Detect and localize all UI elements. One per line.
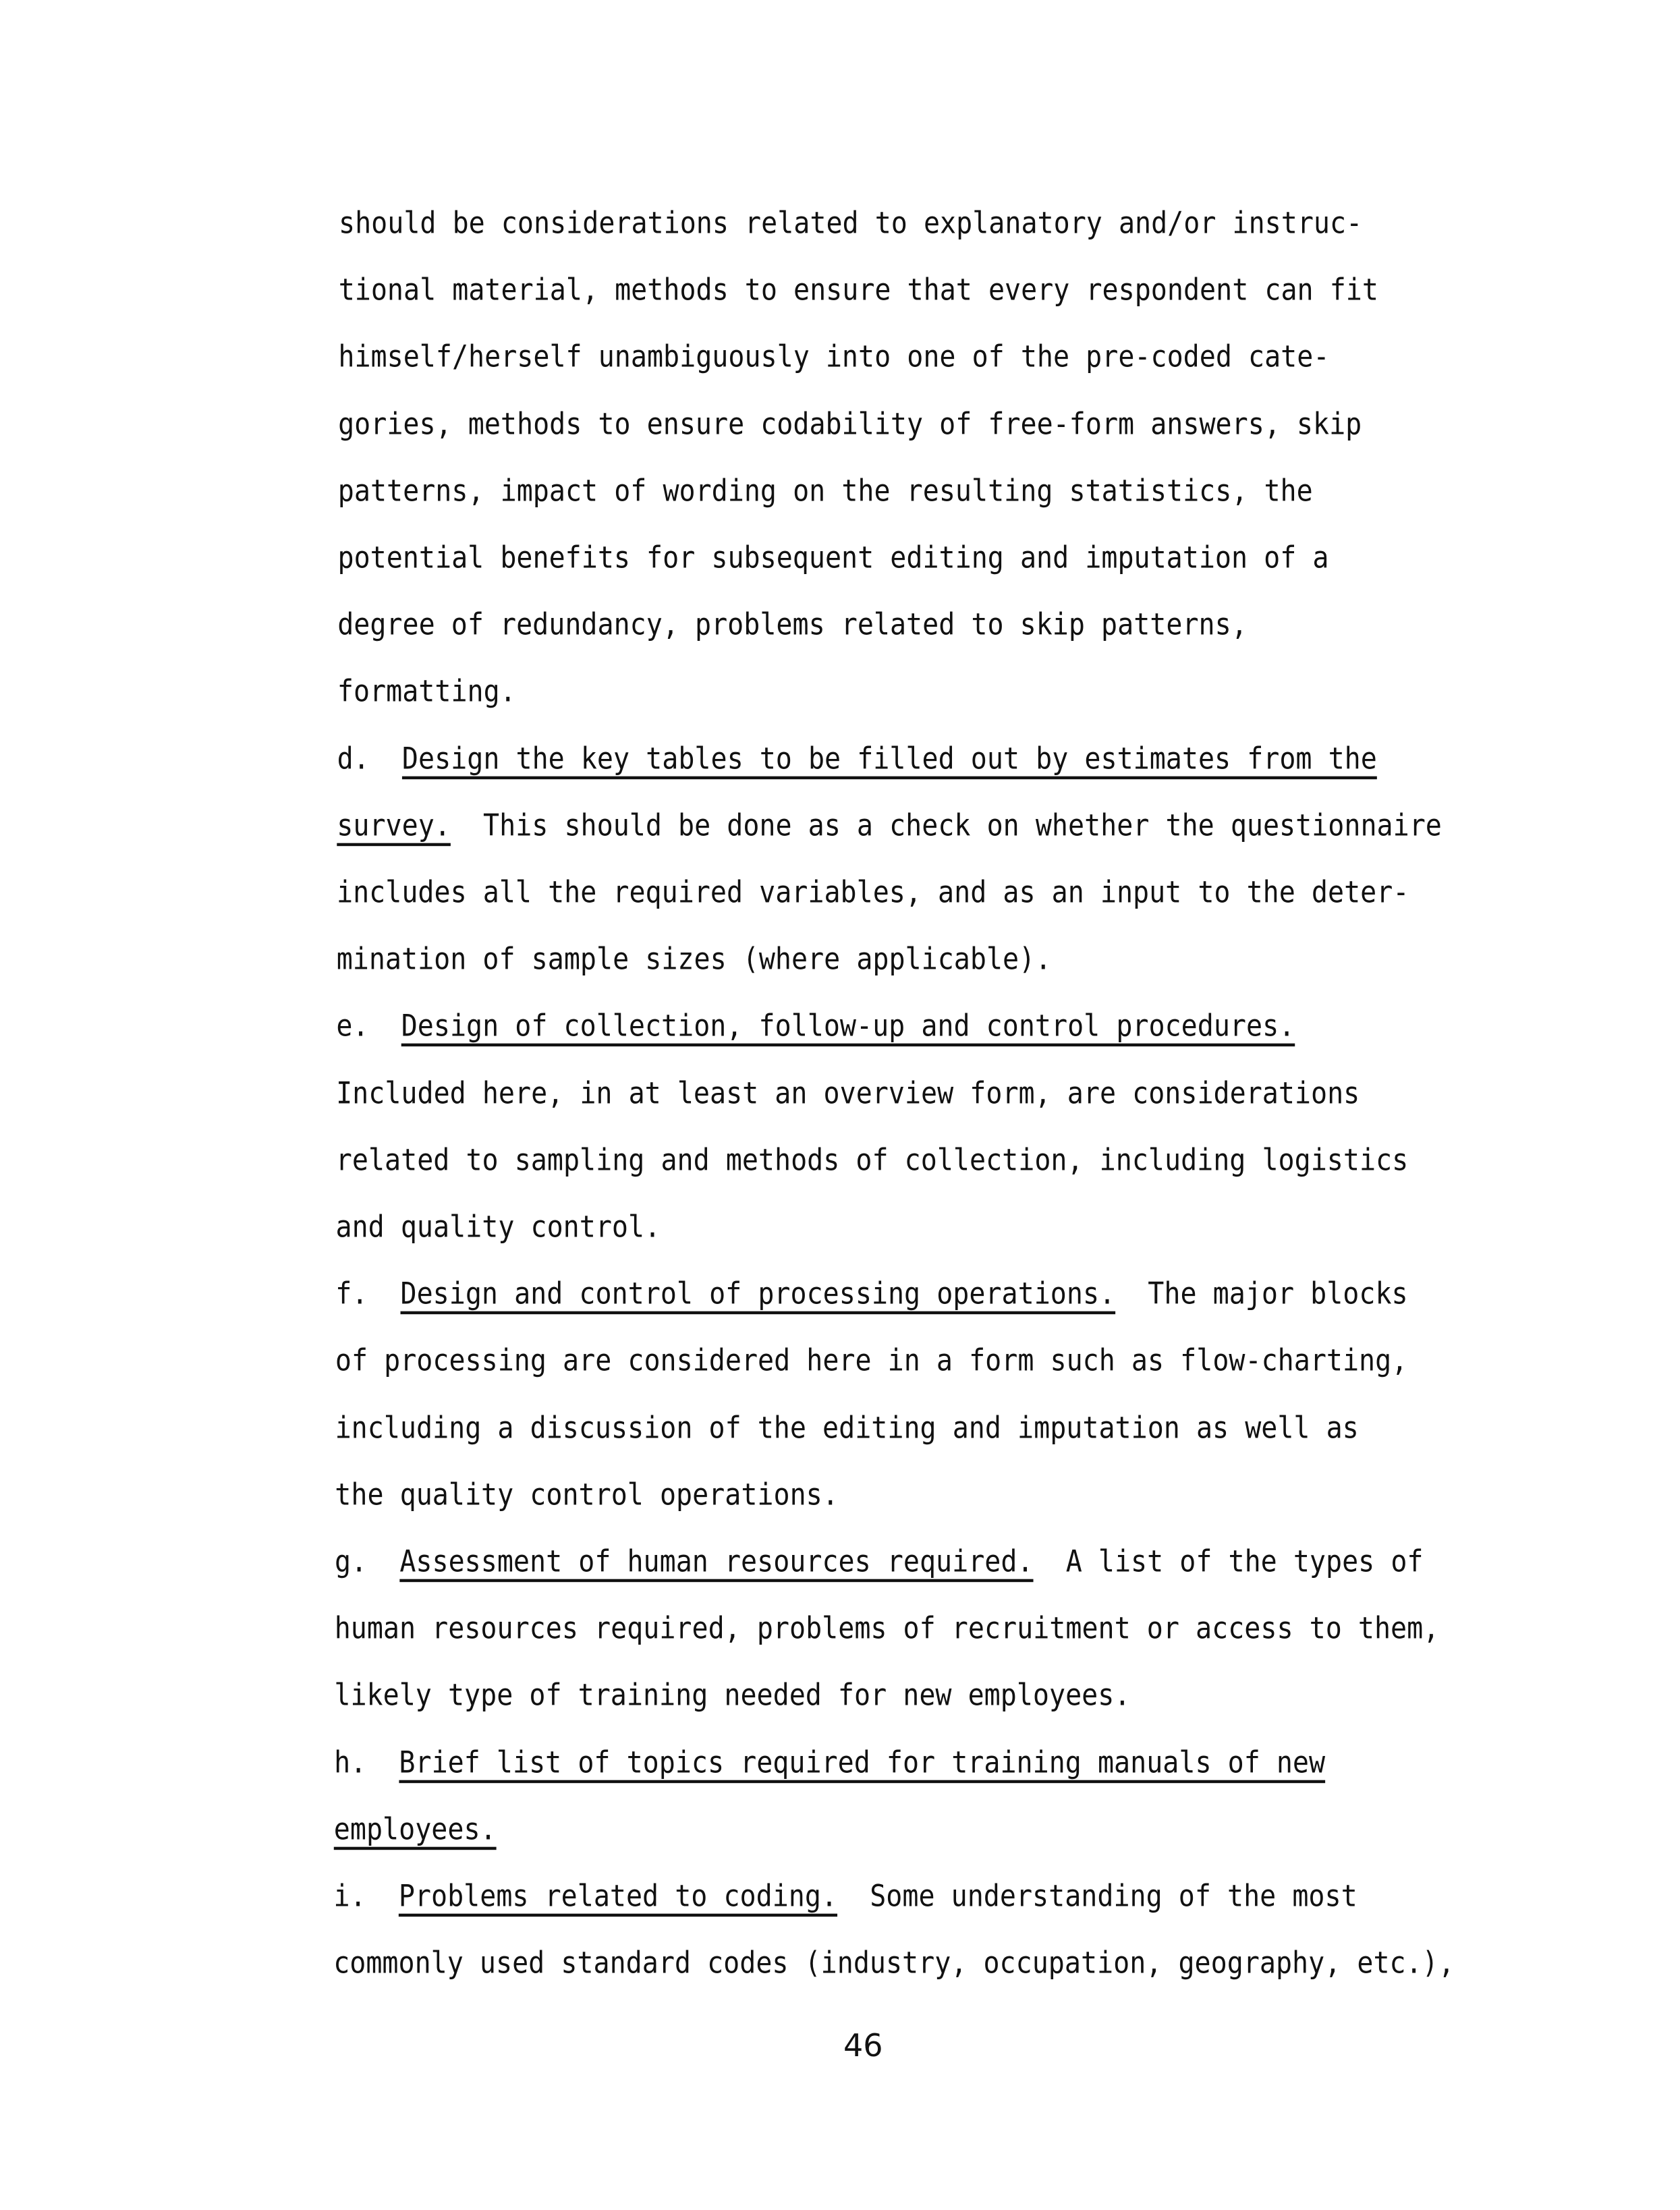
text-segment: and quality control. [335, 1210, 661, 1245]
text-line [335, 1257, 1407, 1332]
text-line [334, 1658, 1130, 1733]
text-segment: includes all the required variables, and as an input to the deter- [337, 875, 1409, 910]
text-segment: likely type of training needed for new employees. [334, 1678, 1131, 1713]
text-line [337, 789, 1442, 863]
text-line [338, 387, 1362, 462]
text-segment: Some understanding of the most [837, 1879, 1357, 1914]
text-segment: degree of redundancy, problems related to skip patterns, [337, 607, 1248, 642]
text-segment: should be considerations related to explanatory and/or instruc- [339, 206, 1363, 241]
text-line [339, 253, 1378, 328]
text-segment: h. [334, 1745, 399, 1780]
text-line [335, 1458, 839, 1533]
text-line [336, 1123, 1408, 1198]
text-line [335, 1591, 1440, 1666]
text-line [335, 1391, 1359, 1466]
text-line [335, 1525, 1424, 1599]
text-line [336, 1056, 1360, 1131]
text-segment: e. [336, 1009, 401, 1044]
text-segment: himself/herself unambiguously into one of the pre-coded cate- [338, 339, 1330, 375]
text-segment: i. [333, 1879, 399, 1914]
text-segment: This should be done as a check on whether the questionnaire [450, 808, 1442, 843]
text-segment: the quality control operations. [335, 1477, 839, 1512]
text-line [336, 989, 1295, 1064]
text-segment: tional material, methods to ensure that every respondent can fit [338, 273, 1378, 308]
text-line [337, 654, 516, 729]
text-segment: potential benefits for subsequent editing and imputation of a [337, 540, 1329, 575]
underlined-heading: Assessment of human resources required. [399, 1544, 1034, 1579]
text-segment: of processing are considered here in a form such as flow-charting, [335, 1343, 1408, 1379]
text-segment: commonly used standard codes (industry, occupation, geography, etc.), [333, 1946, 1455, 1981]
text-segment: g. [335, 1544, 400, 1579]
underlined-heading: Problems related to coding. [398, 1879, 838, 1914]
text-segment: The major blocks [1115, 1276, 1408, 1311]
text-segment: A list of the types of [1033, 1544, 1424, 1579]
page-number: 46 [843, 2027, 883, 2064]
underlined-heading: Brief list of topics required for training manuals of new [399, 1745, 1326, 1780]
text-segment: related to sampling and methods of collection, including logistics [335, 1142, 1409, 1178]
text-line [339, 186, 1362, 261]
text-line [335, 1324, 1407, 1398]
text-line [334, 1792, 497, 1867]
text-line [337, 855, 1409, 930]
text-line [338, 454, 1313, 529]
text-segment: f. [335, 1276, 401, 1311]
text-line [333, 1926, 1455, 2001]
text-line [334, 1726, 1325, 1801]
text-line [334, 1859, 1357, 1934]
underlined-heading: survey. [337, 808, 451, 843]
text-line [338, 320, 1329, 395]
text-segment: patterns, impact of wording on the resulting statistics, the [337, 473, 1313, 509]
underlined-heading: Design the key tables to be filled out by estimates from the [401, 741, 1377, 776]
text-segment: Included here, in at least an overview form, are considerations [336, 1075, 1360, 1111]
text-line [336, 1190, 661, 1265]
text-segment: mination of sample sizes (where applicable). [336, 942, 1052, 977]
underlined-heading: Design and control of processing operations. [400, 1276, 1116, 1311]
text-segment: gories, methods to ensure codability of free-form answers, skip [338, 406, 1362, 442]
text-segment: formatting. [337, 674, 516, 710]
text-line [337, 588, 1248, 662]
text-segment: including a discussion of the editing and imputation as well as [335, 1410, 1359, 1446]
underlined-heading: employees. [333, 1811, 497, 1847]
text-line [337, 722, 1377, 797]
text-segment: d. [337, 741, 402, 776]
text-line [337, 922, 1052, 997]
underlined-heading: Design of collection, follow-up and control procedures. [401, 1009, 1295, 1044]
text-segment: human resources required, problems of recruitment or access to them, [334, 1611, 1440, 1646]
text-line [338, 521, 1329, 596]
